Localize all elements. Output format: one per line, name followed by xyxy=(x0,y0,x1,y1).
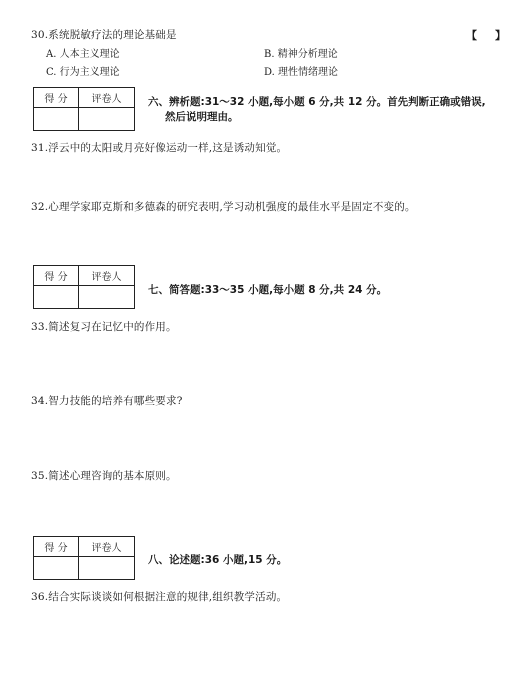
score-cell xyxy=(34,286,79,309)
option-b: B. 精神分析理论 xyxy=(264,49,338,60)
score-box-section-7 xyxy=(33,265,135,309)
section-6-heading: 六、辨析题:31～32 小题,每小题 6 分,共 12 分。首先判断正确或错误, xyxy=(148,96,486,108)
question-34: 34.智力技能的培养有哪些要求? xyxy=(31,395,183,407)
section-8-heading: 八、论述题:36 小题,15 分。 xyxy=(148,554,288,566)
grader-header: 评卷人 xyxy=(79,266,135,286)
section-6-heading-cont: 然后说明理由。 xyxy=(165,111,239,123)
section-7-heading: 七、简答题:33～35 小题,每小题 8 分,共 24 分。 xyxy=(148,284,388,296)
grader-cell xyxy=(79,108,135,131)
question-31: 31.浮云中的太阳或月亮好像运动一样,这是诱动知觉。 xyxy=(31,142,288,154)
score-header: 得 分 xyxy=(34,266,79,286)
question-33: 33.简述复习在记忆中的作用。 xyxy=(31,321,177,333)
grader-cell xyxy=(79,286,135,309)
option-d: D. 理性情绪理论 xyxy=(264,67,339,78)
grader-header: 评卷人 xyxy=(79,88,135,108)
score-header: 得 分 xyxy=(34,88,79,108)
score-box-section-8 xyxy=(33,536,135,580)
question-32: 32.心理学家耶克斯和多德森的研究表明,学习动机强度的最佳水平是固定不变的。 xyxy=(31,201,416,213)
score-box-section-6 xyxy=(33,87,135,131)
question-35: 35.简述心理咨询的基本原则。 xyxy=(31,470,177,482)
question-30-stem: 30.系统脱敏疗法的理论基础是 xyxy=(31,29,177,41)
answer-bracket-close: 】 xyxy=(495,29,506,42)
score-cell xyxy=(34,108,79,131)
score-cell xyxy=(34,557,79,580)
option-c: C. 行为主义理论 xyxy=(46,67,120,78)
score-header: 得 分 xyxy=(34,537,79,557)
answer-bracket-open: 【 xyxy=(466,29,477,42)
grader-cell xyxy=(79,557,135,580)
question-36: 36.结合实际谈谈如何根据注意的规律,组织教学活动。 xyxy=(31,591,288,603)
grader-header: 评卷人 xyxy=(79,537,135,557)
option-a: A. 人本主义理论 xyxy=(46,49,120,60)
